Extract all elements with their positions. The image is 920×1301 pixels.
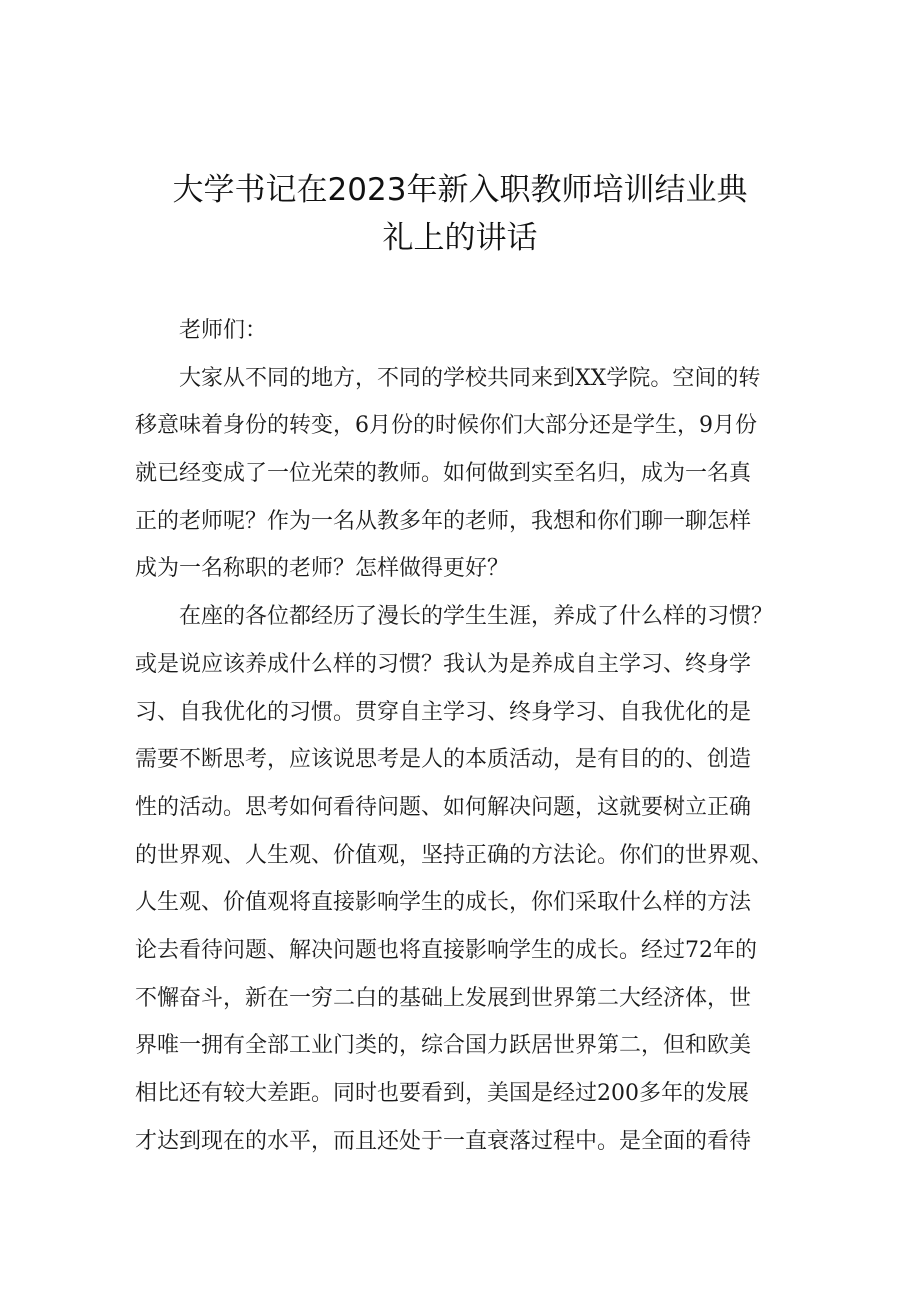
salutation: 老师们： [179,318,268,343]
paragraph-line: 大家从不同的地方，不同的学校共同来到XX学院。空间的转 [179,365,761,391]
paragraph-line: 界唯一拥有全部工业门类的，综合国力跃居世界第二，但和欧美 [135,1033,752,1059]
document-title [100,166,820,262]
paragraph-line: 需要不断思考，应该说思考是人的本质活动，是有目的的、创造 [135,747,752,773]
paragraph-line: 才达到现在的水平，而且还处于一直衰落过程中。是全面的看待 [135,1128,752,1154]
title-line-1: 大学书记在2023年新入职教师培训结业典 [172,172,748,208]
title-line-2: 礼上的讲话 [382,220,538,256]
document-body [135,307,795,1165]
paragraph-line: 习、自我优化的习惯。贯穿自主学习、终身学习、自我优化的是 [135,699,752,725]
paragraph-line: 相比还有较大差距。同时也要看到，美国是经过200多年的发展 [135,1081,749,1106]
paragraph-1 [135,355,795,593]
paragraph-line: 正的老师呢？作为一名从教多年的老师，我想和你们聊一聊怎样 [135,508,752,534]
paragraph-line: 的世界观、人生观、价值观，坚持正确的方法论。你们的世界观、 [135,842,774,868]
paragraph-line: 成为一名称职的老师？怎样做得更好？ [135,556,510,582]
paragraph-line: 不懈奋斗，新在一穷二白的基础上发展到世界第二大经济体，世 [135,985,752,1011]
paragraph-line: 在座的各位都经历了漫长的学生生涯，养成了什么样的习惯？ [179,604,774,630]
paragraph-line: 或是说应该养成什么样的习惯？我认为是养成自主学习、终身学 [135,651,752,677]
paragraph-line: 论去看待问题、解决问题也将直接影响学生的成长。经过72年的 [135,937,757,963]
paragraph-2 [135,593,795,1165]
paragraph-line: 性的活动。思考如何看待问题、如何解决问题，这就要树立正确 [135,794,752,820]
paragraph-line: 人生观、价值观将直接影响学生的成长，你们采取什么样的方法 [135,890,752,916]
paragraph-line: 就已经变成了一位光荣的教师。如何做到实至名归，成为一名真 [135,461,752,487]
paragraph-line: 移意味着身份的转变，6月份的时候你们大部分还是学生，9月份 [135,413,757,439]
